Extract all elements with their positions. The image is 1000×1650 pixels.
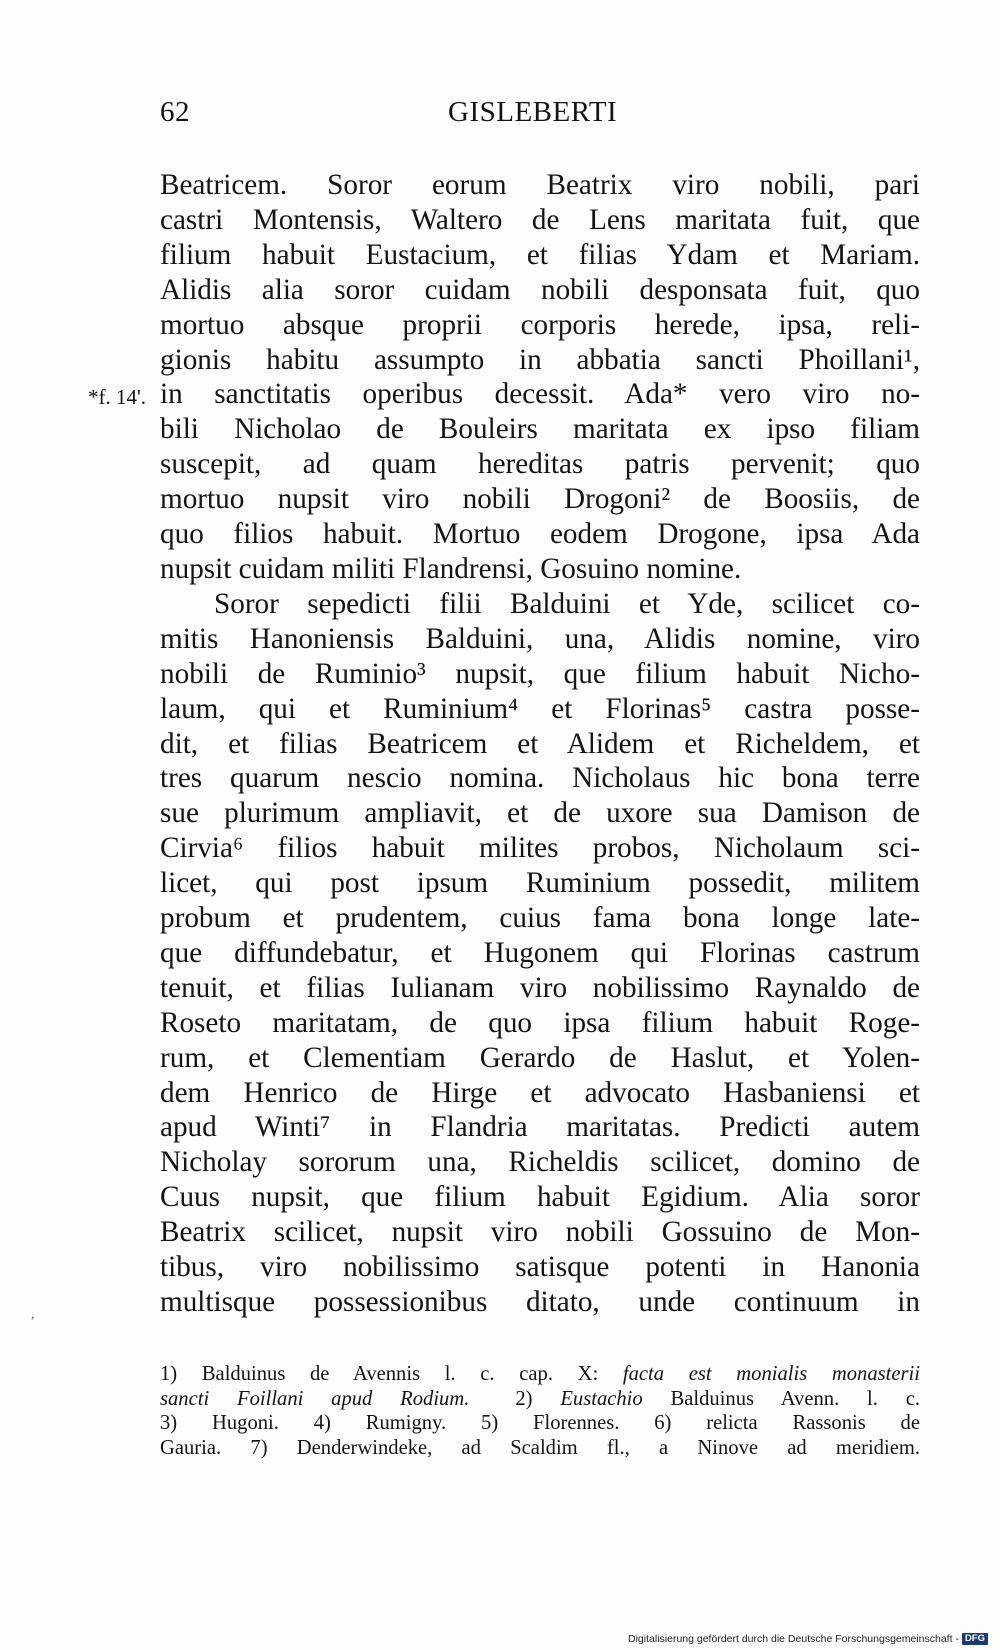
footnote-italic-text: Eustachio [560, 1387, 643, 1410]
footnote-text: 1) Balduinus de Avennis l. c. cap. X: [160, 1363, 623, 1385]
text-line: Alidis alia soror cuidam nobili desponsata fuit, quo [160, 273, 920, 306]
main-text [160, 168, 920, 1320]
text-line: que diffundebatur, et Hugonem qui Florinas castrum [160, 936, 920, 969]
text-line: quo filios habuit. Mortuo eodem Drogone, ipsa Ada [160, 518, 920, 551]
text-line: dit, et filias Beatricem et Alidem et Richeldem, et [160, 727, 920, 760]
text-line: Cirvia⁶ filios habuit milites probos, Nicholaum sci- [160, 832, 920, 865]
text-line: Cuus nupsit, que filium habuit Egidium. Alia soror [160, 1181, 920, 1214]
text-line-paragraph-start: Soror sepedicti filii Balduini et Yde, scilicet co- [214, 587, 920, 620]
text-line: mitis Hanoniensis Balduini, una, Alidis nomine, viro [160, 622, 920, 655]
text-line: sue plurimum ampliavit, et de uxore sua Damison de [160, 797, 920, 830]
text-line: tibus, viro nobilissimo satisque potenti in Hanonia [160, 1251, 920, 1284]
text-line: suscepit, ad quam hereditas patris pervenit; quo [160, 448, 920, 481]
footnote-line [160, 1387, 920, 1412]
text-line: nobili de Ruminio³ nupsit, que filium habuit Nicho- [160, 657, 920, 690]
text-line: dem Henrico de Hirge et advocato Hasbaniensi et [160, 1076, 920, 1109]
text-line: castri Montensis, Waltero de Lens maritata fuit, que [160, 203, 920, 236]
text-line: Beatrix scilicet, nupsit viro nobili Gossuino de Mon- [160, 1216, 920, 1249]
footnote-text: 2) [515, 1387, 561, 1410]
text-line: mortuo absque proprii corporis herede, ipsa, reli- [160, 308, 920, 341]
text-line: laum, qui et Ruminium⁴ et Florinas⁵ castra posse- [160, 692, 920, 725]
text-line: Nicholay sororum una, Richeldis scilicet, domino de [160, 1146, 920, 1179]
page-header [160, 96, 920, 136]
footnote-line: Gauria. 7) Denderwindeke, ad Scaldim fl., a Ninove ad meridiem. [160, 1437, 920, 1460]
text-line: apud Winti⁷ in Flandria maritatas. Predicti autem [160, 1111, 920, 1144]
text-line: filium habuit Eustacium, et filias Ydam et Mariam. [160, 238, 920, 271]
text-line: licet, qui post ipsum Ruminium possedit, militem [160, 867, 920, 900]
text-line: rum, et Clementiam Gerardo de Haslut, et Yolen- [160, 1041, 920, 1074]
footnote-italic-text: sancti Foillani apud Rodium. [160, 1387, 470, 1410]
page-number: 62 [160, 96, 190, 128]
folio-margin-note: *f. 14'. [88, 385, 147, 409]
text-line: Beatricem. Soror eorum Beatrix viro nobili, pari [160, 169, 920, 201]
text-line: gionis habitu assumpto in abbatia sancti Phoillani¹, [160, 343, 920, 376]
text-line: nupsit cuidam militi Flandrensi, Gosuino nomine. [160, 552, 742, 585]
footnote-line: 3) Hugoni. 4) Rumigny. 5) Florennes. 6) relicta Rassonis de [160, 1412, 920, 1435]
footnote-line [160, 1362, 920, 1387]
text-line: tenuit, et filias Iulianam viro nobilissimo Raynaldo de [160, 971, 920, 1004]
text-line: multisque possessionibus ditato, unde continuum in [160, 1286, 920, 1318]
stray-mark: , [31, 1307, 35, 1322]
digitization-credit [628, 1633, 988, 1645]
text-line: in sanctitatis operibus decessit. Ada* vero viro no- [160, 378, 920, 411]
digitization-credit-text: Digitalisierung gefördert durch die Deutsche Forschungsgemeinschaft - [628, 1632, 959, 1645]
footnote-text: Balduinus Avenn. l. c. [642, 1387, 920, 1410]
footnotes [160, 1362, 920, 1461]
text-line: bili Nicholao de Bouleirs maritata ex ipso filiam [160, 413, 920, 446]
dfg-logo: DFG [962, 1633, 988, 1645]
text-line: Roseto maritatam, de quo ipsa filium habuit Roge- [160, 1006, 920, 1039]
text-line: tres quarum nescio nomina. Nicholaus hic bona terre [160, 762, 920, 795]
text-line: probum et prudentem, cuius fama bona longe late- [160, 902, 920, 935]
running-head: GISLEBERTI [448, 96, 618, 128]
footnote-italic-text: facta est monialis monasterii [622, 1363, 920, 1385]
text-line: mortuo nupsit viro nobili Drogoni² de Boosiis, de [160, 483, 920, 516]
